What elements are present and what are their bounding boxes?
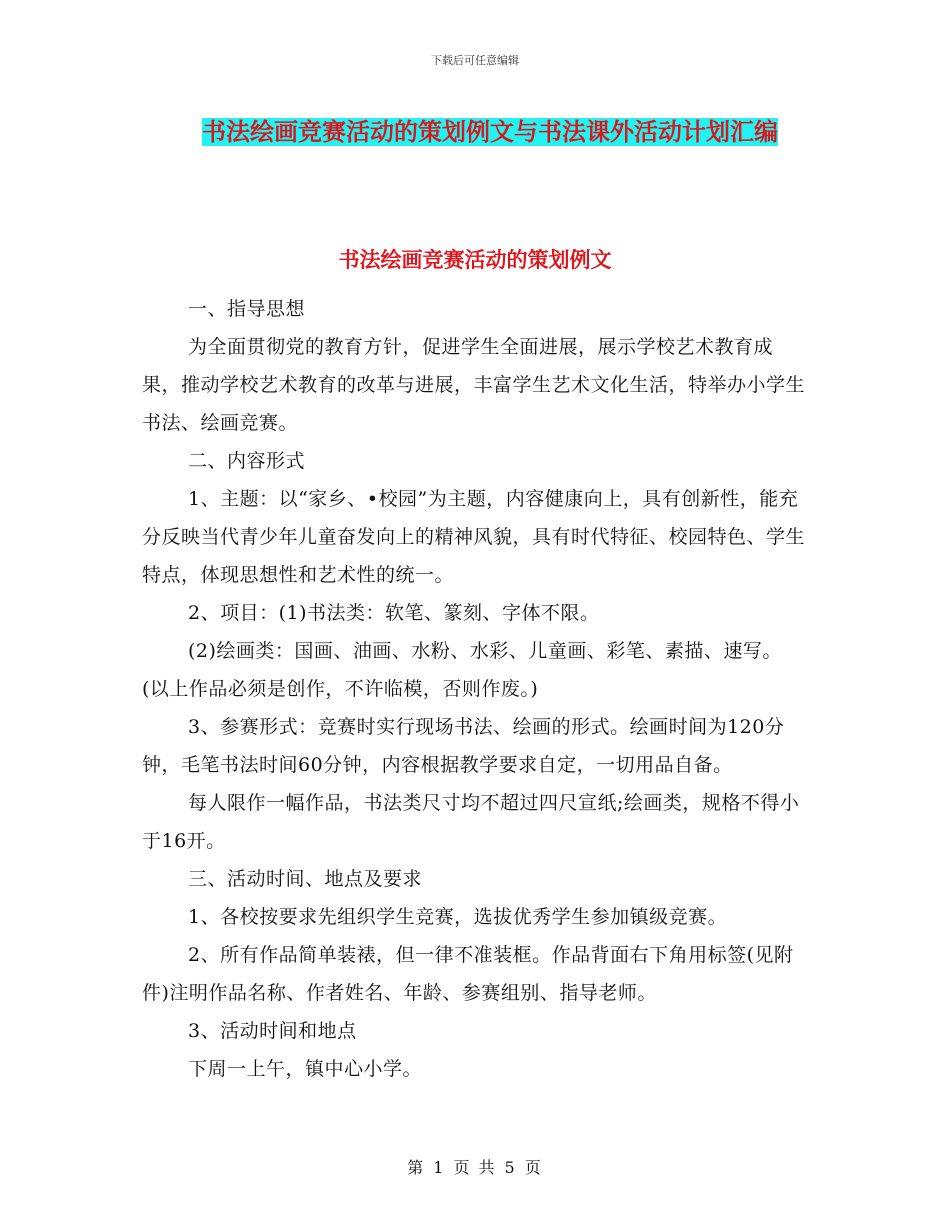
section-title: 书法绘画竞赛活动的策划例文 <box>338 248 612 272</box>
paragraph: 下周一上午，镇中心小学。 <box>188 1058 423 1080</box>
page-footer <box>0 1155 950 1178</box>
paragraph: 二、内容形式 <box>188 450 306 472</box>
paragraph: 2、项目：(1)书法类：软笔、篆刻、字体不限。 <box>188 602 600 624</box>
page-label-mid: 页 共 <box>453 1158 497 1177</box>
paragraph: 1、主题：以“家乡、•校园”为主题，内容健康向上，具有创新性，能充分反映当代青少年儿童奋发向上的精神风貌，具有时代特征、校园特色、学生特点，体现思想性和艺术性的统一。 <box>142 488 806 586</box>
document-title-text: 书法绘画竞赛活动的策划例文与书法课外活动计划汇编 <box>202 118 778 146</box>
page-label-post: 页 <box>524 1158 543 1177</box>
total-pages: 5 <box>504 1158 517 1177</box>
document-body <box>142 290 808 1088</box>
paragraph: 为全面贯彻党的教育方针，促进学生全面进展，展示学校艺术教育成果，推动学校艺术教育的改革与进展，丰富学生艺术文化生活，特举办小学生书法、绘画竞赛。 <box>142 336 806 434</box>
header-note: 下载后可任意编辑 <box>431 54 519 67</box>
paragraph: 3、活动时间和地点 <box>188 1020 357 1042</box>
page-label-pre: 第 <box>407 1158 426 1177</box>
paragraph: 2、所有作品简单装裱，但一律不准装框。作品背面右下角用标签(见附件)注明作品名称、作者姓名、年龄、参赛组别、指导老师。 <box>142 944 794 1004</box>
document-title <box>150 108 830 156</box>
paragraph: 每人限作一幅作品，书法类尺寸均不超过四尺宣纸;绘画类，规格不得小于16开。 <box>142 792 800 852</box>
paragraph: 1、各校按要求先组织学生竞赛，选拔优秀学生参加镇级竞赛。 <box>188 906 728 928</box>
paragraph: 一、指导思想 <box>188 298 306 320</box>
page-number: 1 <box>433 1158 446 1177</box>
paragraph: 3、参赛形式：竞赛时实行现场书法、绘画的形式。绘画时间为120分钟，毛笔书法时间60分钟，内容根据教学要求自定，一切用品自备。 <box>142 716 785 776</box>
paragraph: 三、活动时间、地点及要求 <box>188 868 423 890</box>
paragraph: (2)绘画类：国画、油画、水粉、水彩、儿童画、彩笔、素描、速写。(以上作品必须是创作，不许临模，否则作废。) <box>142 640 782 700</box>
